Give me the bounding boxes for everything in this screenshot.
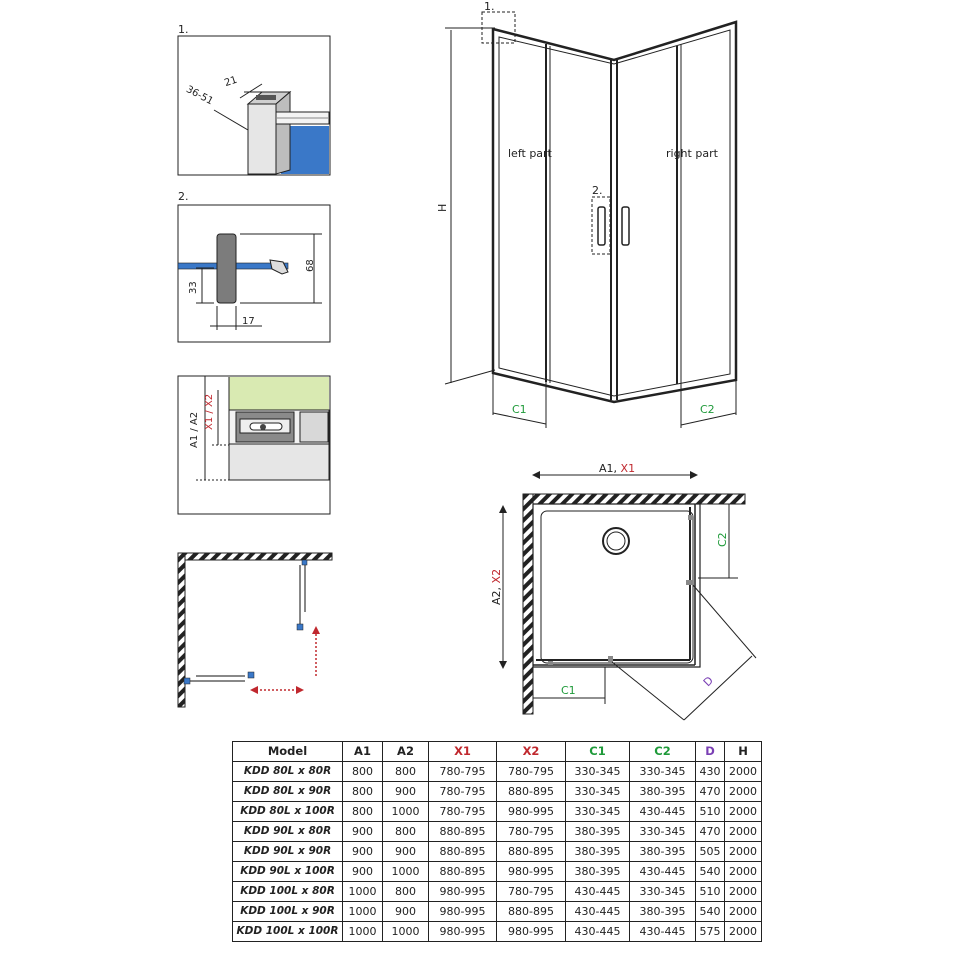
header-x2: X2 <box>497 742 566 762</box>
header-x1: X1 <box>429 742 497 762</box>
table-body <box>233 762 762 942</box>
detail-1-dim-a: 21 <box>223 74 239 90</box>
front-c2-label: C2 <box>700 403 715 416</box>
header-c1: C1 <box>566 742 630 762</box>
table-cell: 980-995 <box>497 862 566 882</box>
table-cell: 900 <box>343 822 383 842</box>
table-cell: 980-995 <box>497 922 566 942</box>
plan-view <box>490 462 756 720</box>
table-cell: 2000 <box>725 922 762 942</box>
table-cell: 880-895 <box>429 822 497 842</box>
table-cell: 780-795 <box>497 822 566 842</box>
plan-side-a: A2, <box>490 583 503 605</box>
detail-2-dim-l: 33 <box>188 281 199 294</box>
front-view <box>436 0 736 428</box>
table-row <box>233 902 762 922</box>
table-cell: 980-995 <box>429 922 497 942</box>
table-cell: 430-445 <box>566 902 630 922</box>
table-cell: 2000 <box>725 822 762 842</box>
table-row <box>233 862 762 882</box>
table-cell: 900 <box>383 902 429 922</box>
table-cell: 880-895 <box>497 842 566 862</box>
table-cell: 1000 <box>343 922 383 942</box>
detail-2-dim-h: 68 <box>305 259 316 272</box>
detail-2-number: 2. <box>178 190 189 203</box>
table-cell: 780-795 <box>429 802 497 822</box>
table-cell: 2000 <box>725 802 762 822</box>
table-row <box>233 882 762 902</box>
header-model: Model <box>233 742 343 762</box>
table-cell: 900 <box>343 842 383 862</box>
table-cell: 1000 <box>343 882 383 902</box>
detail-2 <box>178 190 330 342</box>
header-c2: C2 <box>630 742 696 762</box>
table-cell: 330-345 <box>566 762 630 782</box>
table-cell: 430 <box>696 762 725 782</box>
table-cell-model: KDD 90L x 100R <box>233 862 343 882</box>
table-cell: 1000 <box>383 922 429 942</box>
table-row <box>233 802 762 822</box>
table-cell: 2000 <box>725 902 762 922</box>
table-cell: 800 <box>343 782 383 802</box>
table-cell: 800 <box>343 802 383 822</box>
table-cell: 900 <box>383 842 429 862</box>
table-cell: 380-395 <box>630 842 696 862</box>
plan-side-label <box>490 569 503 605</box>
table-cell: 330-345 <box>630 762 696 782</box>
table-cell: 880-895 <box>429 862 497 882</box>
table-cell: 2000 <box>725 882 762 902</box>
detail-3-label-x: X1 / X2 <box>204 393 215 430</box>
table-cell: 2000 <box>725 842 762 862</box>
table-cell: 430-445 <box>566 882 630 902</box>
table-cell: 780-795 <box>429 762 497 782</box>
detail-1-number: 1. <box>178 23 189 36</box>
table-row <box>233 822 762 842</box>
table-cell: 2000 <box>725 762 762 782</box>
front-c1-label: C1 <box>512 403 527 416</box>
table-cell: 430-445 <box>566 922 630 942</box>
table-cell-model: KDD 80L x 100R <box>233 802 343 822</box>
table-cell: 380-395 <box>630 782 696 802</box>
header-d: D <box>696 742 725 762</box>
table-cell: 980-995 <box>429 902 497 922</box>
table-cell: 780-795 <box>429 782 497 802</box>
header-h: H <box>725 742 762 762</box>
table-cell: 575 <box>696 922 725 942</box>
table-cell: 380-395 <box>566 842 630 862</box>
handle-icon <box>217 234 236 303</box>
table-cell-model: KDD 80L x 90R <box>233 782 343 802</box>
table-cell: 505 <box>696 842 725 862</box>
table-cell-model: KDD 100L x 80R <box>233 882 343 902</box>
detail-2-dim-w: 17 <box>242 316 255 327</box>
table-cell: 1000 <box>343 902 383 922</box>
table-row <box>233 782 762 802</box>
table-cell: 330-345 <box>630 882 696 902</box>
table-cell: 780-795 <box>497 882 566 902</box>
table-cell: 880-895 <box>497 902 566 922</box>
table-cell: 2000 <box>725 782 762 802</box>
table-header-row <box>233 742 762 762</box>
table-cell-model: KDD 100L x 100R <box>233 922 343 942</box>
table-cell: 980-995 <box>497 802 566 822</box>
detail-3 <box>178 376 330 514</box>
plan-top-label <box>599 462 635 475</box>
detail-1-dim-b: 36-51 <box>184 84 215 108</box>
table-cell: 430-445 <box>630 922 696 942</box>
table-cell-model: KDD 90L x 80R <box>233 822 343 842</box>
table-cell: 880-895 <box>429 842 497 862</box>
table-cell: 470 <box>696 822 725 842</box>
table-cell: 380-395 <box>566 822 630 842</box>
detail-1 <box>178 23 330 175</box>
table-cell: 540 <box>696 902 725 922</box>
table-cell: 800 <box>383 822 429 842</box>
handle-right-icon <box>622 207 629 245</box>
table-cell: 880-895 <box>497 782 566 802</box>
table-cell: 900 <box>383 782 429 802</box>
plan-top-a: A1, <box>599 462 621 475</box>
handle-left-icon <box>598 207 605 245</box>
header-a1: A1 <box>343 742 383 762</box>
table-cell: 470 <box>696 782 725 802</box>
header-a2: A2 <box>383 742 429 762</box>
table-row <box>233 922 762 942</box>
front-marker-2: 2. <box>592 184 603 197</box>
table-cell: 1000 <box>383 802 429 822</box>
table-cell-model: KDD 80L x 80R <box>233 762 343 782</box>
front-right-part: right part <box>666 147 718 160</box>
plan-c2-label: C2 <box>716 532 729 547</box>
table-cell: 780-795 <box>497 762 566 782</box>
table-cell: 540 <box>696 862 725 882</box>
table-cell: 980-995 <box>429 882 497 902</box>
wall-fill <box>229 377 329 411</box>
table-cell: 800 <box>383 882 429 902</box>
table-cell: 1000 <box>383 862 429 882</box>
table-cell: 800 <box>343 762 383 782</box>
table-cell: 330-345 <box>566 782 630 802</box>
plan-c1-label: C1 <box>561 684 576 697</box>
table-cell: 380-395 <box>630 902 696 922</box>
plan-side-x: X2 <box>490 568 503 584</box>
detail-4-opening-plan <box>178 553 332 707</box>
table-cell-model: KDD 90L x 90R <box>233 842 343 862</box>
table-cell: 430-445 <box>630 802 696 822</box>
plan-top-x: X1 <box>620 462 636 475</box>
table-cell: 380-395 <box>566 862 630 882</box>
table-cell: 510 <box>696 802 725 822</box>
table-cell: 330-345 <box>566 802 630 822</box>
detail-3-label-a: A1 / A2 <box>189 411 200 448</box>
table-cell: 2000 <box>725 862 762 882</box>
front-marker-1: 1. <box>484 0 495 13</box>
table-cell-model: KDD 100L x 90R <box>233 902 343 922</box>
table-cell: 800 <box>383 762 429 782</box>
table-cell: 510 <box>696 882 725 902</box>
front-left-part: left part <box>508 147 552 160</box>
table-cell: 430-445 <box>630 862 696 882</box>
table-row <box>233 842 762 862</box>
table-row <box>233 762 762 782</box>
plan-d-label: D <box>700 673 716 690</box>
table-cell: 900 <box>343 862 383 882</box>
front-height-label: H <box>436 203 449 212</box>
spec-table <box>232 741 762 942</box>
table-cell: 330-345 <box>630 822 696 842</box>
